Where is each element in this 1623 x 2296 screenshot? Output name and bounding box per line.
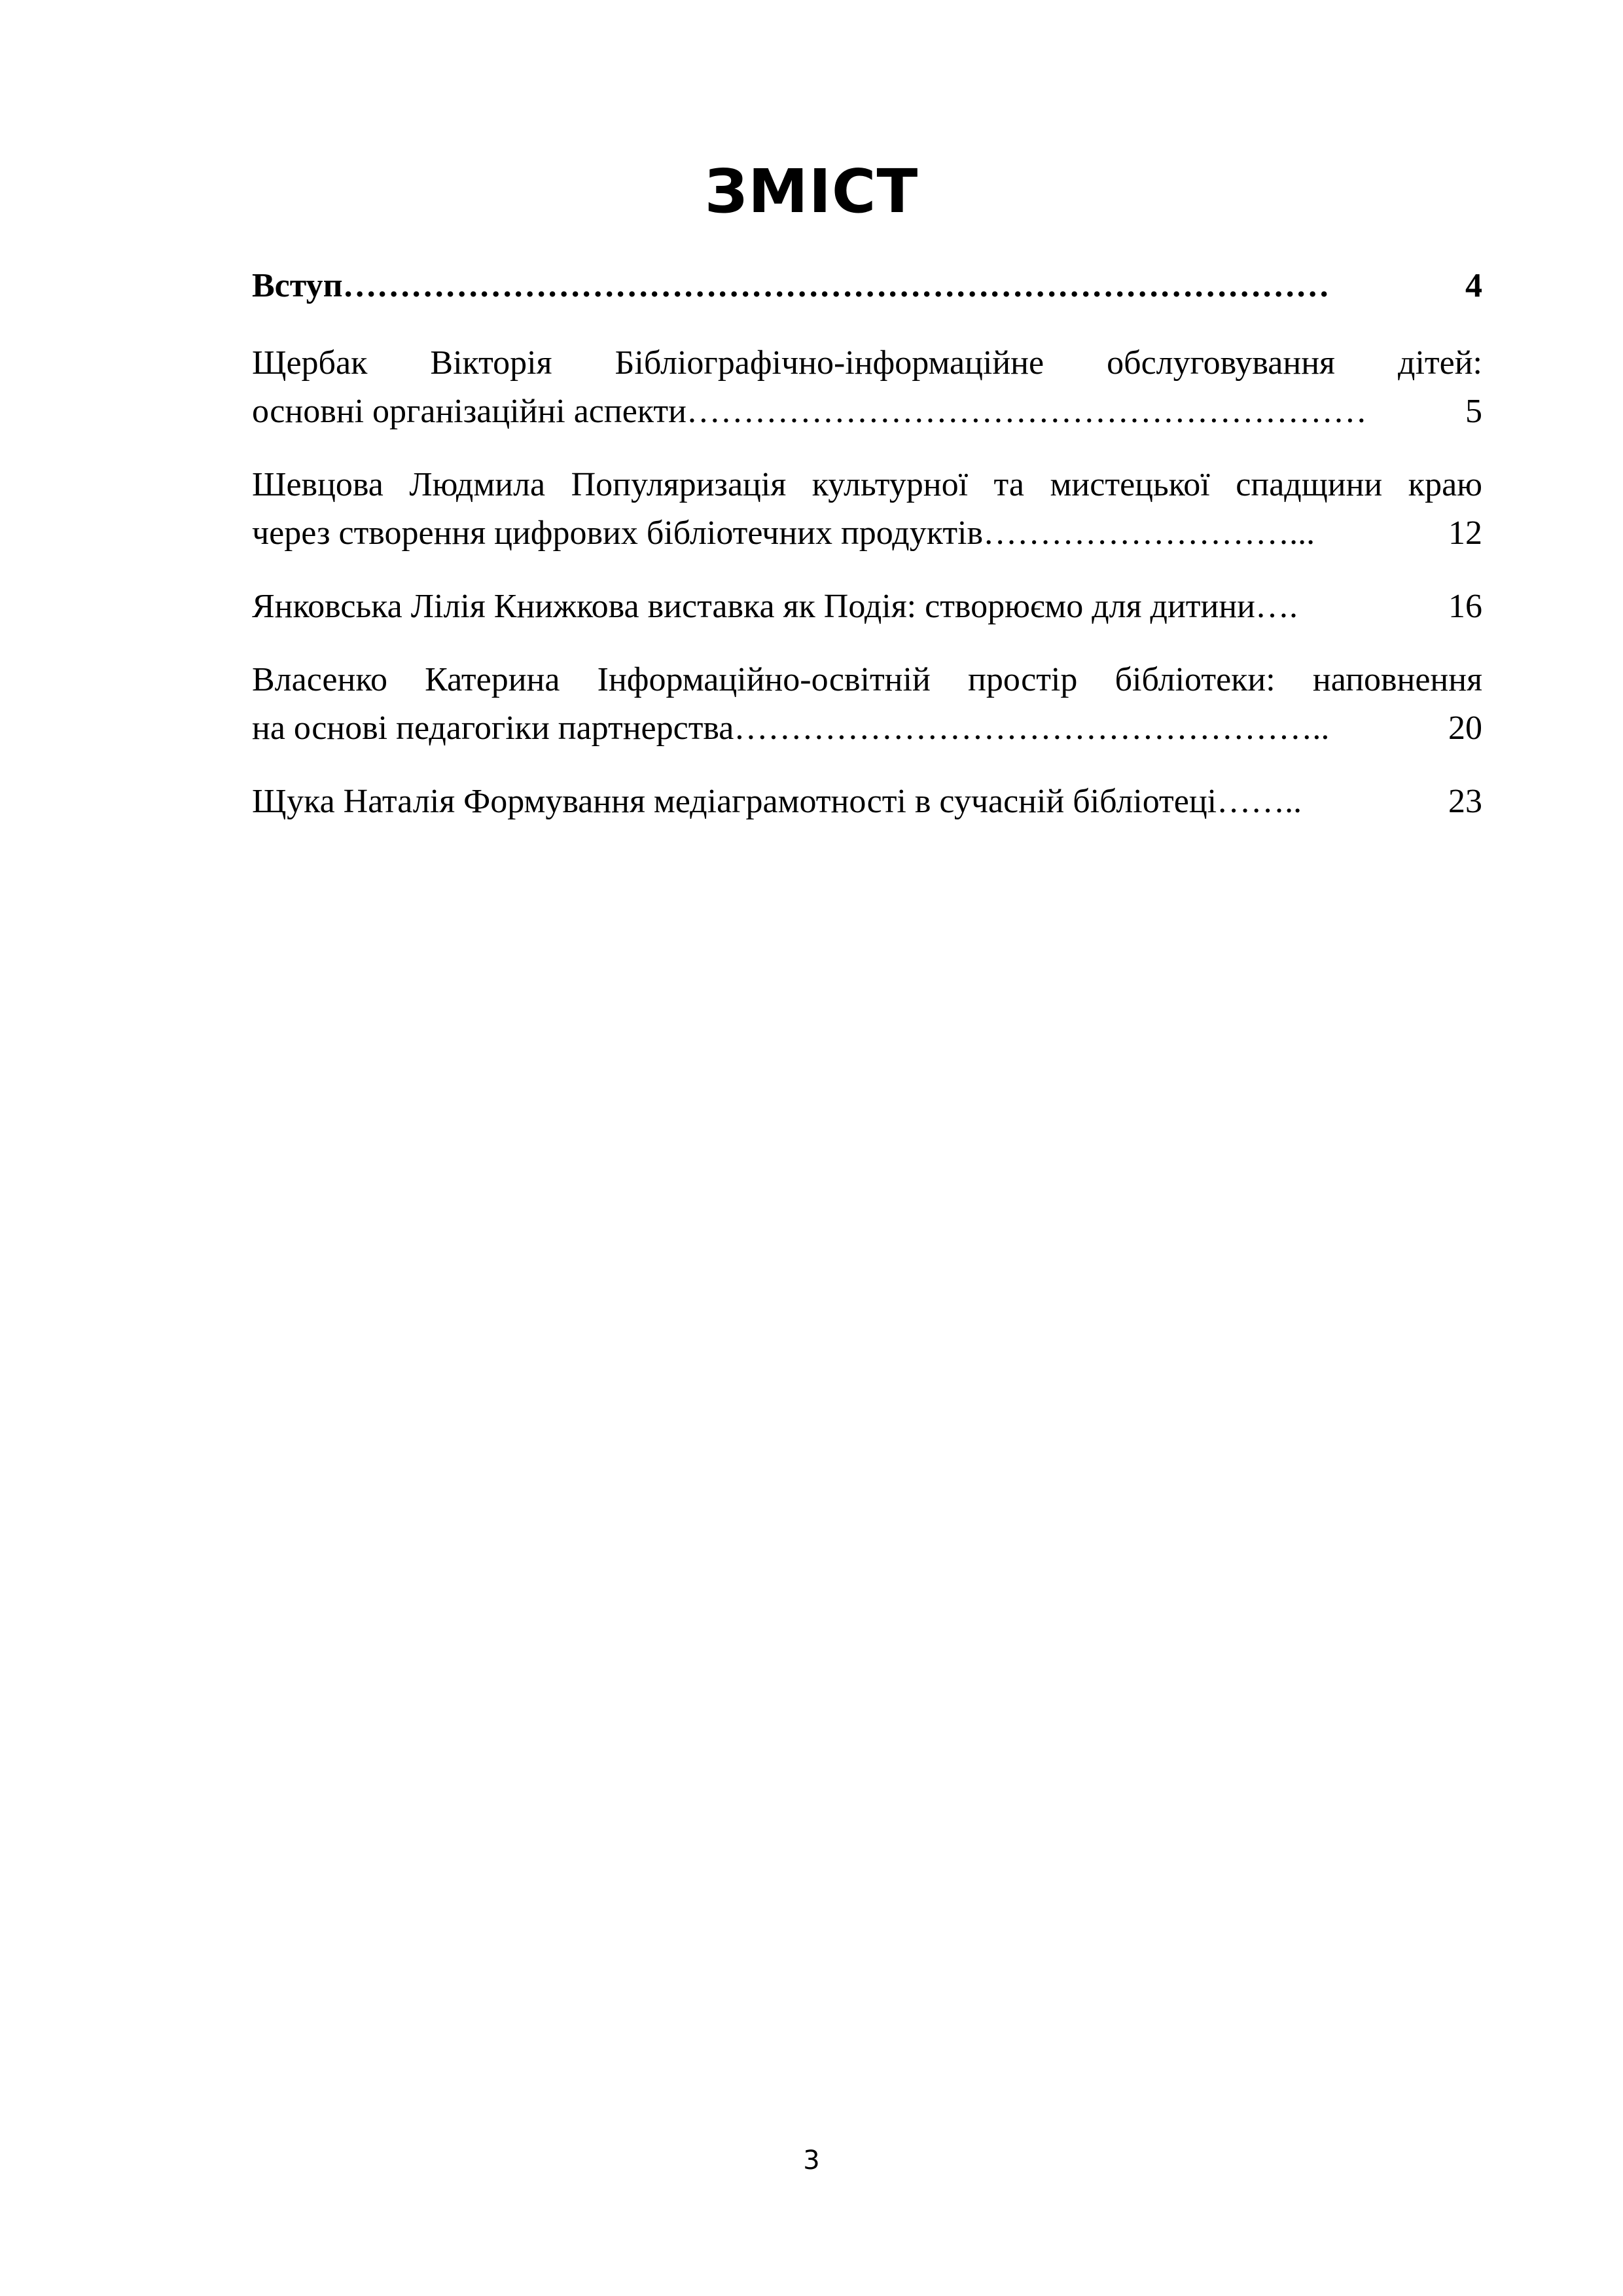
toc-entry-last-line (252, 704, 1482, 753)
toc-page-number: 4 (1465, 267, 1482, 304)
toc-entry-last-line (252, 387, 1482, 436)
toc-entry-title-line2: на основі педагогіки партнерства (252, 709, 734, 747)
toc-entry-title-line1: Шевцова Людмила Популяризація культурної та мистецької спадщини краю (252, 466, 1482, 503)
toc-entry-title: Янковська Лілія Книжкова виставка як Подія: створюємо для дитини (252, 588, 1256, 625)
toc-entry-3[interactable] (252, 583, 1482, 631)
toc-leader-dots: …….. (1217, 783, 1302, 820)
toc-entry-1[interactable] (252, 339, 1482, 436)
toc-entry-2[interactable] (252, 461, 1482, 558)
table-of-contents (252, 262, 1482, 851)
toc-entry-4[interactable] (252, 656, 1482, 753)
page-title: ЗМІСТ (704, 156, 919, 226)
toc-leader-dots: …………………………………………………… (686, 393, 1367, 430)
toc-entry-title: Щука Наталія Формування медіаграмотності в сучасній бібліотеці (252, 783, 1217, 820)
toc-leader-dots: ………………………... (983, 514, 1315, 552)
toc-page-number: 20 (1448, 709, 1482, 747)
toc-page-number: 23 (1448, 783, 1482, 820)
toc-entry-intro[interactable] (252, 262, 1482, 310)
toc-entry-last-line (252, 509, 1482, 558)
toc-entry-title-line1: Власенко Катерина Інформаційно-освітній простір бібліотеки: наповнення (252, 661, 1482, 698)
toc-page-number: 16 (1448, 588, 1482, 625)
page-number: 3 (803, 2145, 820, 2176)
toc-entry-title-line2: основні організаційні аспекти (252, 393, 687, 430)
toc-leader-dots: …. (1255, 588, 1298, 625)
toc-leader-dots: …………………………………………….. (734, 709, 1330, 747)
toc-entry-title: Вступ (252, 267, 343, 304)
toc-page-number: 5 (1465, 393, 1482, 430)
toc-page-number: 12 (1448, 514, 1482, 552)
toc-entry-title-line2: через створення цифрових бібліотечних продуктів (252, 514, 984, 552)
toc-entry-title-line1: Щербак Вікторія Бібліографічно-інформаційне обслуговування дітей: (252, 344, 1482, 382)
toc-leader-dots: …………………………………………………………………………… (342, 267, 1330, 304)
toc-entry-5[interactable] (252, 778, 1482, 826)
